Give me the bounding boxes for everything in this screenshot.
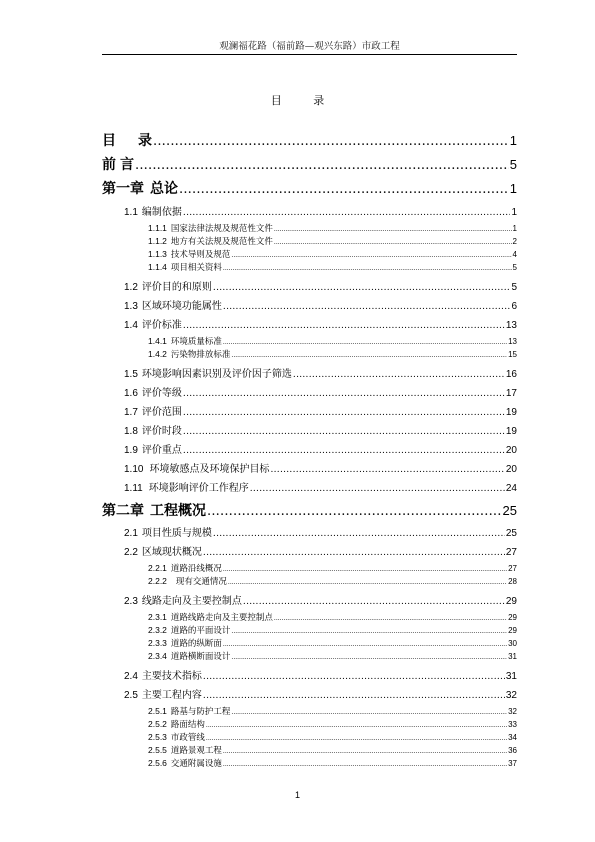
dot-leader: [183, 321, 505, 331]
toc-entry-page: 5: [509, 157, 517, 172]
toc-entry-title: 评价目的和原则: [141, 282, 212, 293]
toc-entry-number: 1.8: [124, 426, 138, 437]
toc-entry-number: 1.2: [124, 282, 138, 293]
dot-leader: [231, 654, 507, 661]
toc-entry-page: 20: [505, 445, 517, 456]
toc-entry[interactable]: [102, 524, 517, 539]
toc-entry-number: 2.5.3: [148, 732, 167, 742]
toc-entry-title: 路基与防护工程: [170, 707, 231, 717]
toc-entry-number: 1.1.4: [148, 262, 167, 272]
dot-leader: [274, 226, 512, 233]
toc-entry[interactable]: [102, 718, 517, 730]
toc-entry-number: 1.4.1: [148, 336, 167, 346]
toc-entry[interactable]: [102, 543, 517, 558]
toc-entry[interactable]: [102, 667, 517, 682]
dot-leader: [231, 709, 507, 716]
toc-entry[interactable]: [102, 384, 517, 399]
dot-leader: [183, 427, 505, 437]
dot-leader: [274, 239, 512, 246]
toc-entry[interactable]: [102, 637, 517, 649]
toc-entry[interactable]: [102, 365, 517, 380]
toc-entry-number: 1.3: [124, 301, 138, 312]
dot-leader: [231, 628, 507, 635]
toc-entry[interactable]: [102, 222, 517, 234]
toc-entry-number: 2.5.1: [148, 706, 167, 716]
toc-entry-number: 2.3.4: [148, 651, 167, 661]
toc-entry-title: 路面结构: [170, 720, 205, 730]
toc-entry[interactable]: [102, 479, 517, 494]
dot-leader: [223, 339, 507, 346]
toc-entry-title: 技术导则及规范: [170, 250, 231, 260]
toc-entry[interactable]: [102, 235, 517, 247]
toc-entry-title: 道路的平面设计: [170, 626, 231, 636]
toc-entry-number: 2.1: [124, 528, 138, 539]
dot-leader: [135, 158, 509, 173]
dot-leader: [183, 389, 505, 399]
toc-entry-page: 31: [505, 671, 517, 682]
toc-entry-title: 线路走向及主要控制点: [141, 596, 242, 607]
page-number: 1: [294, 790, 300, 800]
toc-entry-title: 主要工程内容: [141, 690, 202, 701]
toc-entry-page: 29: [508, 626, 517, 635]
dot-leader: [243, 597, 505, 607]
toc-entry[interactable]: [102, 650, 517, 662]
toc-entry-page: 1: [509, 181, 517, 196]
toc-entry-number: 2.3: [124, 596, 138, 607]
toc-entry-page: 31: [508, 652, 517, 661]
toc-entry-page: 34: [508, 733, 517, 742]
toc-entry-contents[interactable]: [102, 130, 517, 150]
dot-leader: [203, 672, 505, 682]
toc-entry-page: 32: [505, 690, 517, 701]
toc-entry-page: 20: [505, 464, 517, 475]
toc-entry-page: 30: [508, 639, 517, 648]
toc-entry-number: 1.10: [124, 464, 144, 475]
toc-entry-number: 2.4: [124, 671, 138, 682]
toc-entry[interactable]: [102, 757, 517, 769]
toc-entry-title: 项目性质与规模: [141, 528, 212, 539]
toc-entry[interactable]: [102, 611, 517, 623]
dot-leader: [206, 722, 507, 729]
toc-entry-title: 环境影响评价工作程序: [148, 483, 249, 494]
toc-entry-number: 第二章: [102, 503, 144, 519]
toc-entry-page: 13: [508, 337, 517, 346]
toc-title: 目 录: [270, 94, 339, 107]
toc-entry-title: 污染物排放标准: [170, 350, 231, 360]
toc-entry-page: 32: [508, 707, 517, 716]
toc-entry-page: 17: [505, 388, 517, 399]
toc-entry-number: 1.11: [124, 483, 143, 494]
dot-leader: [207, 504, 502, 519]
toc-entry-number: 1.9: [124, 445, 138, 456]
dot-leader: [250, 484, 505, 494]
toc-entry[interactable]: [102, 562, 517, 574]
toc-entry-title: 环境质量标准: [170, 337, 222, 347]
running-header: 观澜福花路（福前路—观兴东路）市政工程: [219, 41, 400, 52]
toc-entry-page: 13: [505, 320, 517, 331]
dot-leader: [183, 446, 505, 456]
toc-entry-page: 6: [511, 301, 517, 312]
dot-leader: [183, 408, 505, 418]
toc-entry-page: 5: [512, 263, 517, 272]
toc-entry-number: 2.3.3: [148, 638, 167, 648]
dot-leader: [228, 579, 507, 586]
dot-leader: [223, 748, 507, 755]
toc-entry-title: 主要技术指标: [141, 671, 202, 682]
dot-leader: [293, 370, 505, 380]
header-rule: [102, 54, 517, 55]
toc-entry-number: 2.5.5: [148, 745, 167, 755]
toc-entry-title: 道路线路走向及主要控制点: [170, 613, 273, 623]
dot-leader: [223, 302, 511, 312]
dot-leader: [183, 208, 511, 218]
toc-entry-number: 2.2.2: [148, 576, 167, 586]
toc-entry-number: 1.1.1: [148, 223, 167, 233]
toc-entry-page: 5: [511, 282, 517, 293]
toc-entry-page: 36: [508, 746, 517, 755]
toc-entry-title: 道路的纵断面: [170, 639, 222, 649]
dot-leader: [223, 641, 507, 648]
toc-entry-page: 1: [509, 133, 517, 148]
toc-entry-title: 地方有关法规及规范性文件: [170, 237, 273, 247]
toc-entry-title: 评价等级: [141, 388, 182, 399]
dot-leader: [213, 529, 505, 539]
toc-entry[interactable]: [102, 403, 517, 418]
toc-entry-page: 1: [512, 224, 517, 233]
dot-leader: [223, 761, 507, 768]
toc-entry-title: 道路沿线概况: [170, 564, 222, 574]
toc-entry-title: 项目相关资料: [170, 263, 222, 273]
toc-entry-page: 16: [505, 369, 517, 380]
toc-entry-number: 2.3.1: [148, 612, 167, 622]
toc-entry-number: 第一章: [102, 181, 144, 197]
toc-entry-page: 27: [505, 547, 517, 558]
toc-entry-title: 评价范围: [141, 407, 182, 418]
toc-entry-title: 市政管线: [170, 733, 205, 743]
toc-entry-title: 环境敏感点及环境保护目标: [149, 464, 270, 475]
toc-entry-number: 目: [102, 133, 116, 149]
toc-entry-number: 1.1.3: [148, 249, 167, 259]
toc-entry[interactable]: [102, 575, 517, 587]
toc-entry-title: 区域现状概况: [141, 547, 202, 558]
toc-entry-title: 工程概况: [150, 503, 206, 519]
toc-entry[interactable]: [102, 744, 517, 756]
toc-entry[interactable]: [102, 335, 517, 347]
toc-entry-page: 1: [511, 207, 517, 218]
toc-entry[interactable]: [102, 686, 517, 701]
toc-entry-number: 1.4: [124, 320, 138, 331]
toc-entry-number: 2.2: [124, 547, 138, 558]
toc-entry-page: 2: [512, 237, 517, 246]
dot-leader: [203, 691, 505, 701]
toc-entry-number: 1.1: [124, 207, 138, 218]
toc-entry-number: 2.2.1: [148, 563, 167, 573]
toc-entry-number: 2.5.2: [148, 719, 167, 729]
dot-leader: [203, 548, 505, 558]
toc-entry-number: 1.7: [124, 407, 138, 418]
toc-entry-page: 37: [508, 759, 517, 768]
toc-entry-number: 前: [102, 157, 116, 173]
toc-entry[interactable]: [102, 348, 517, 360]
toc-entry-title: 评价重点: [141, 445, 182, 456]
toc-entry-number: 2.5: [124, 690, 138, 701]
toc-entry-page: 29: [508, 613, 517, 622]
toc-entry-title: 评价时段: [141, 426, 182, 437]
dot-leader: [213, 283, 511, 293]
toc-entry[interactable]: [102, 203, 517, 218]
toc-entry-title: 道路景观工程: [170, 746, 222, 756]
toc-entry-number: 1.5: [124, 369, 138, 380]
toc-entry-title: 道路横断面设计: [170, 652, 231, 662]
toc-entry-number: 1.6: [124, 388, 138, 399]
toc-entry[interactable]: [102, 297, 517, 312]
dot-leader: [223, 265, 512, 272]
toc-entry-chapter-2[interactable]: [102, 500, 517, 520]
toc-entry-chapter-1[interactable]: [102, 178, 517, 198]
toc-entry-page: 15: [508, 350, 517, 359]
toc-entry-title: 言: [120, 157, 134, 173]
toc-entry[interactable]: [102, 624, 517, 636]
dot-leader: [179, 182, 509, 197]
toc-entry-page: 25: [505, 528, 517, 539]
dot-leader: [231, 252, 511, 259]
toc-entry-page: 19: [505, 426, 517, 437]
toc-entry-title: 区域环境功能属性: [141, 301, 222, 312]
toc-entry[interactable]: [102, 248, 517, 260]
toc-entry-number: 2.5.6: [148, 758, 167, 768]
toc-entry-title: 总论: [150, 181, 178, 197]
toc-entry-number: 2.3.2: [148, 625, 167, 635]
toc-entry[interactable]: [102, 731, 517, 743]
dot-leader: [153, 134, 509, 149]
toc-entry[interactable]: [102, 316, 517, 331]
toc-entry[interactable]: [102, 422, 517, 437]
toc-entry-title: 录: [138, 133, 152, 149]
toc-entry-preface[interactable]: [102, 154, 517, 174]
toc-entry-page: 27: [508, 564, 517, 573]
dot-leader: [270, 465, 504, 475]
dot-leader: [231, 352, 507, 359]
toc-entry-page: 28: [508, 577, 517, 586]
toc-entry[interactable]: [102, 441, 517, 456]
toc-entry-page: 29: [505, 596, 517, 607]
toc-entry-title: 编制依据: [141, 207, 182, 218]
toc-entry[interactable]: [102, 278, 517, 293]
toc-entry-page: 33: [508, 720, 517, 729]
toc-entry-page: 4: [512, 250, 517, 259]
toc-entry-title: 国家法律法规及规范性文件: [170, 224, 273, 234]
toc-entry-number: 1.4.2: [148, 349, 167, 359]
dot-leader: [223, 566, 507, 573]
toc-entry-title: 交通附属设施: [170, 759, 222, 769]
toc-entry[interactable]: [102, 460, 517, 475]
toc-entry[interactable]: [102, 592, 517, 607]
toc-entry-title: 评价标准: [141, 320, 182, 331]
toc-entry[interactable]: [102, 705, 517, 717]
toc-entry[interactable]: [102, 261, 517, 273]
toc-entry-page: 25: [502, 503, 517, 518]
dot-leader: [206, 735, 507, 742]
toc-entry-title: 环境影响因素识别及评价因子筛选: [141, 369, 292, 380]
dot-leader: [274, 615, 507, 622]
toc-entry-title: 现有交通情况: [175, 577, 227, 587]
toc-entry-number: 1.1.2: [148, 236, 167, 246]
toc-entry-page: 19: [505, 407, 517, 418]
toc-entry-page: 24: [505, 483, 517, 494]
